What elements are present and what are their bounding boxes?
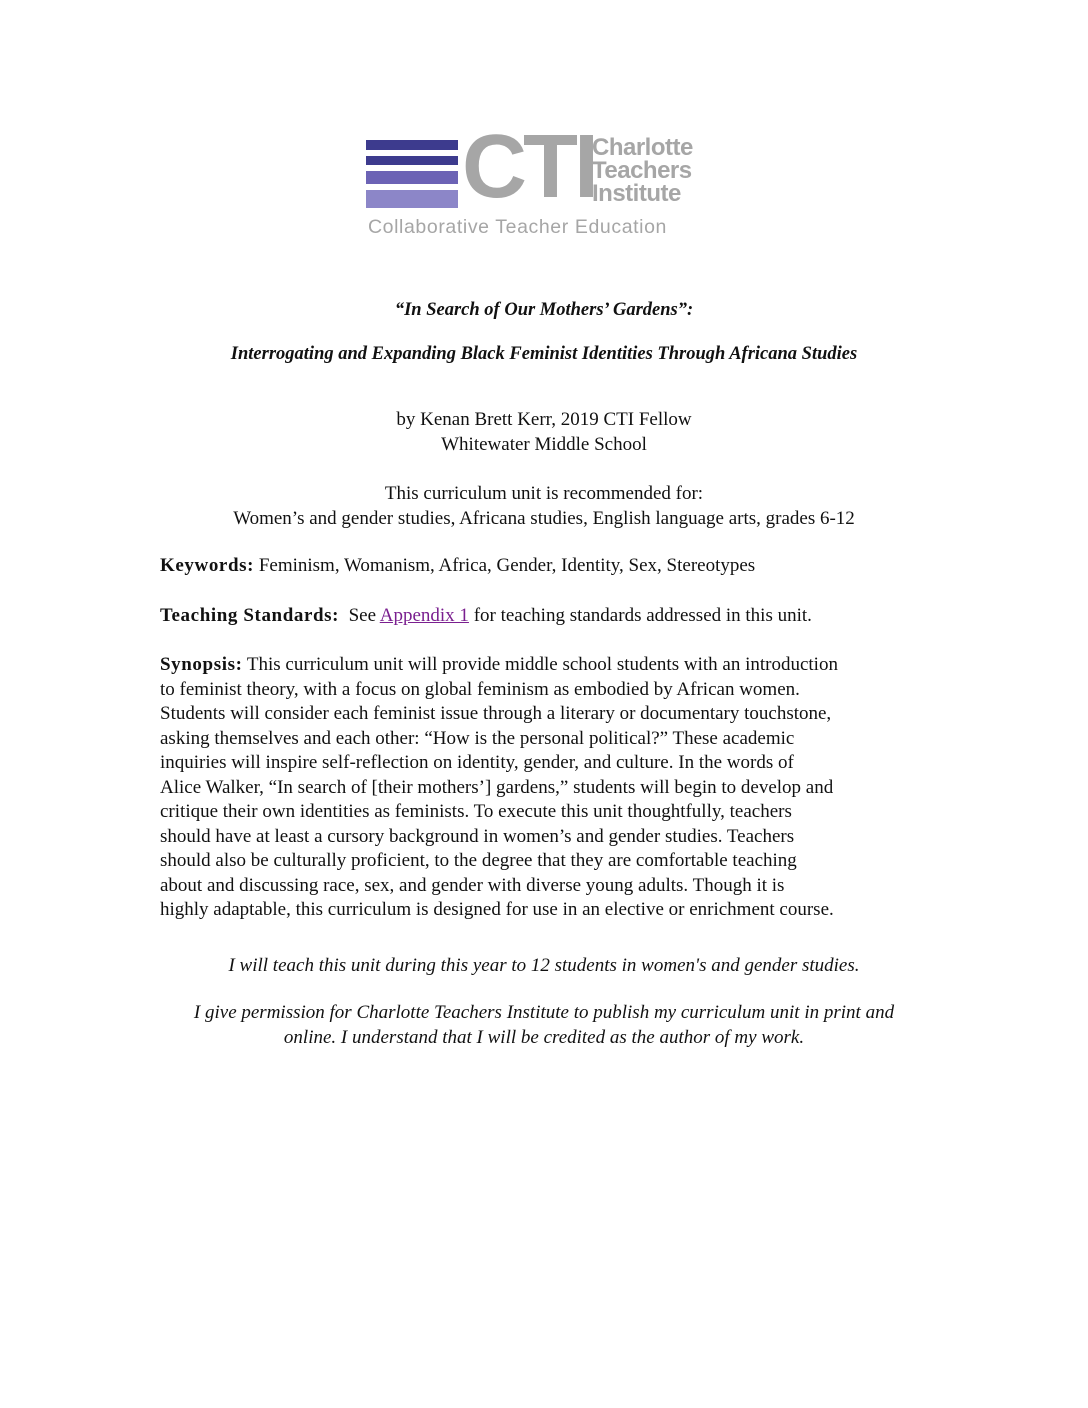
- synopsis-line: about and discussing race, sex, and gender with diverse young adults. Though it is: [160, 874, 785, 896]
- cti-logo: [366, 117, 726, 244]
- synopsis-section: [160, 653, 940, 923]
- synopsis-line: to feminist theory, with a focus on global feminism as embodied by African women.: [160, 678, 800, 700]
- logo-name-line: Charlotte: [592, 134, 693, 161]
- synopsis-line: highly adaptable, this curriculum is designed for use in an elective or enrichment course.: [160, 899, 834, 920]
- logo-stripe: [366, 190, 458, 208]
- unit-subtitle: Interrogating and Expanding Black Feminist Identities Through Africana Studies: [230, 344, 858, 364]
- logo-acronym: CTI: [462, 117, 595, 217]
- logo-institute-name: [592, 136, 693, 205]
- permission-line-1: I give permission for Charlotte Teachers Institute to publish my curriculum unit in print and: [193, 1002, 895, 1023]
- appendix-1-link[interactable]: Appendix 1: [379, 605, 469, 626]
- logo-tagline: Collaborative Teacher Education: [368, 216, 667, 238]
- synopsis-line: should have at least a cursory background in women’s and gender studies. Teachers: [160, 825, 795, 847]
- keywords-section: [160, 554, 940, 579]
- permission-line-2: online. I understand that I will be credited as the author of my work.: [283, 1027, 805, 1048]
- keywords-label: Keywords:: [160, 555, 255, 576]
- logo-stripe: [366, 171, 458, 184]
- unit-title: “In Search of Our Mothers’ Gardens”:: [394, 300, 694, 320]
- author-line: by Kenan Brett Kerr, 2019 CTI Fellow: [396, 409, 692, 430]
- synopsis-line: [160, 653, 940, 678]
- teaching-standards-label: Teaching Standards:: [160, 605, 340, 626]
- synopsis-line: inquiries will inspire self-reflection on identity, gender, and culture. In the words of: [160, 752, 794, 773]
- synopsis-line: asking themselves and each other: “How is the personal political?” These academic: [160, 727, 795, 749]
- synopsis-line: Students will consider each feminist issue through a literary or documentary touchstone,: [160, 703, 832, 724]
- teaching-note: I will teach this unit during this year to 12 students in women's and gender studies.: [228, 955, 860, 976]
- logo-stripes-icon: [366, 140, 458, 208]
- logo-stripe: [366, 140, 458, 150]
- synopsis-line: should also be culturally proficient, to the degree that they are comfortable teaching: [160, 850, 797, 871]
- synopsis-label: Synopsis:: [160, 654, 243, 675]
- synopsis-line: critique their own identities as feminists. To execute this unit thoughtfully, teachers: [160, 801, 792, 822]
- logo-name-line: Institute: [592, 180, 681, 207]
- logo-stripe: [366, 156, 458, 165]
- teaching-standards-prefix: See: [339, 605, 380, 626]
- logo-name-line: Teachers: [592, 157, 692, 184]
- recommendation-intro: This curriculum unit is recommended for:: [384, 483, 704, 504]
- recommendation-audience: Women’s and gender studies, Africana studies, English language arts, grades 6-12: [233, 508, 855, 529]
- synopsis-text: This curriculum unit will provide middle school students with an introduction: [242, 654, 838, 675]
- keywords-text: Feminism, Womanism, Africa, Gender, Identity, Sex, Stereotypes: [254, 555, 756, 576]
- synopsis-line: Alice Walker, “In search of [their mothers’] gardens,” students will begin to develop and: [160, 776, 834, 798]
- teaching-standards-section: [160, 604, 940, 629]
- teaching-standards-suffix: for teaching standards addressed in this unit.: [468, 605, 812, 626]
- school-line: Whitewater Middle School: [441, 434, 647, 455]
